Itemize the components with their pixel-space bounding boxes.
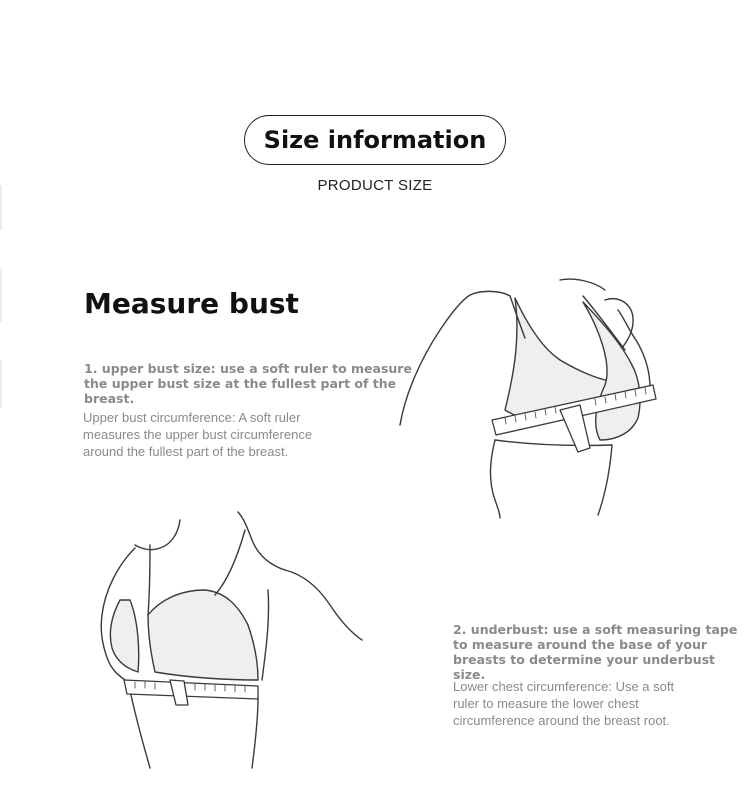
step-1-description: Upper bust circumference: A soft ruler measures the upper bust circumference around the fullest part of the breast. — [83, 410, 313, 459]
step-1-label: 1. upper bust size: use a soft ruler to measure the upper bust size at the fullest part of the breast. — [84, 361, 412, 406]
step-2-label: 2. underbust: use a soft measuring tape to measure around the base of your breasts to determine your underbust size. — [453, 622, 738, 682]
page-subtitle: PRODUCT SIZE — [317, 177, 433, 194]
section-heading: Measure bust — [84, 287, 299, 320]
step-2-description: Lower chest circumference: Use a soft ruler to measure the lower chest circumference around the breast root. — [453, 679, 675, 728]
page-title: Size information — [263, 126, 487, 154]
